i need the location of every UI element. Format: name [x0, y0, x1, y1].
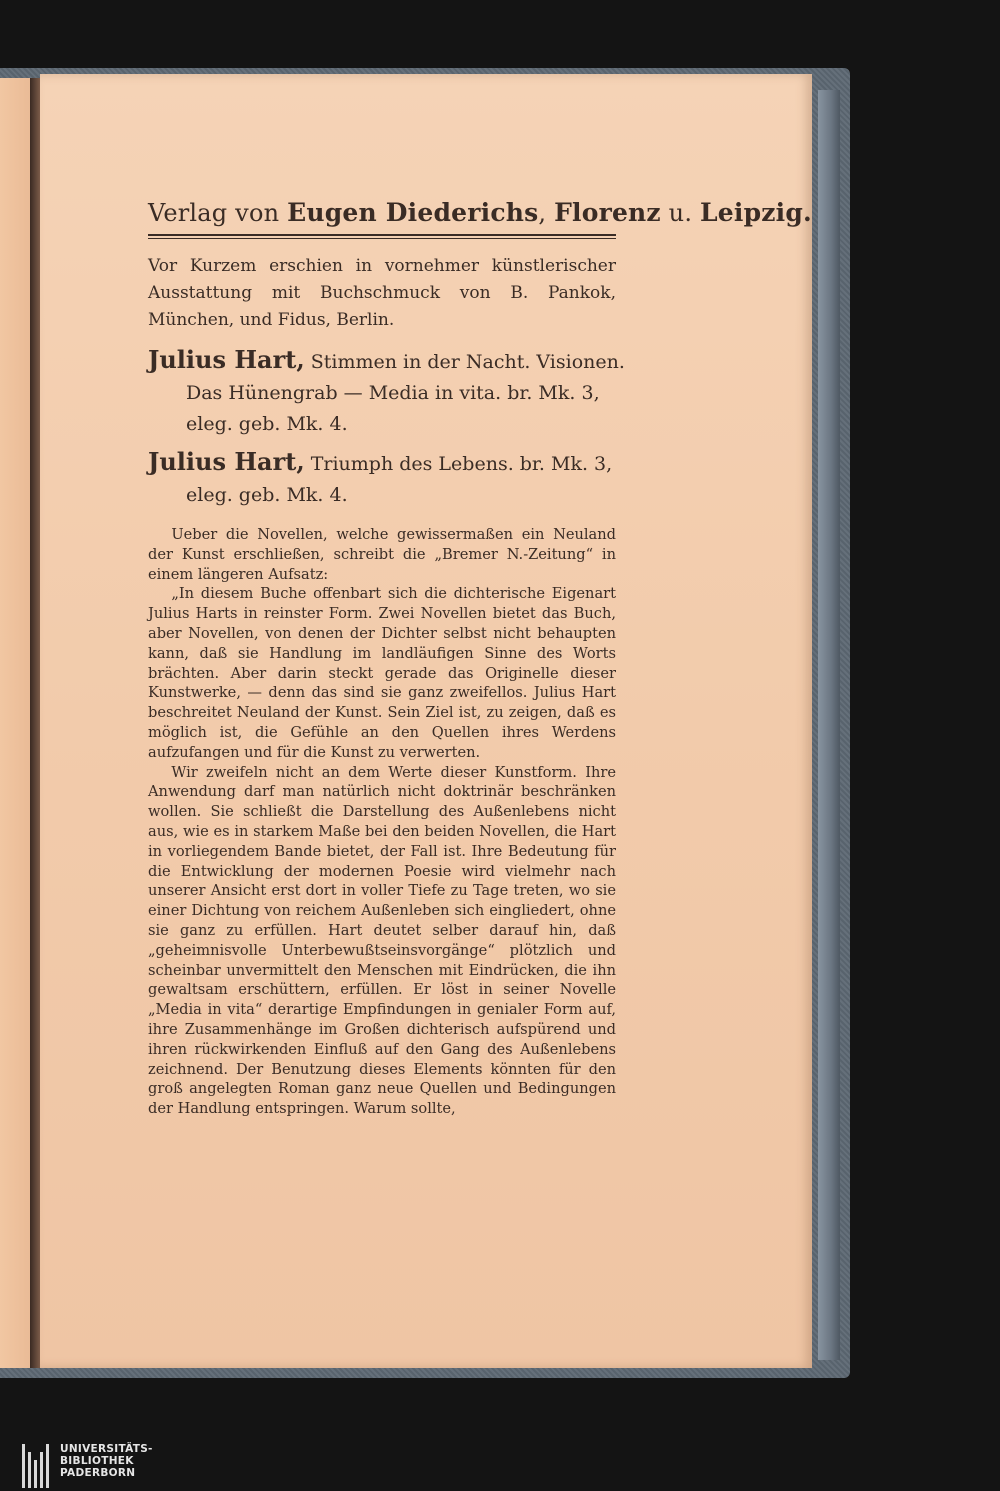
- library-name: [60, 1443, 153, 1479]
- heading-rule-thin: [148, 238, 616, 239]
- entry-author: Julius Hart,: [148, 345, 305, 374]
- book-entry-1: [148, 344, 625, 440]
- publisher-heading: [148, 196, 812, 230]
- review-text: [148, 525, 616, 1119]
- publisher-conjunction: u.: [660, 199, 700, 227]
- library-name-line-3: PADERBORN: [60, 1467, 136, 1479]
- library-footer: [0, 1440, 1000, 1491]
- entry-line-2: eleg. geb. Mk. 4.: [186, 484, 348, 506]
- library-name-line-1: UNIVERSITÄTS-: [60, 1443, 153, 1455]
- book-entry-2: [148, 446, 616, 511]
- page-content: [148, 196, 812, 1119]
- publisher-name: Eugen Diederichs: [287, 198, 539, 227]
- cover-edge: [818, 90, 840, 1360]
- review-paragraph-1: Ueber die Novellen, welche gewissermaßen ein Neuland der Kunst erschließen, schreibt die „Bremer N.-Zeitung“ in einem längeren Aufsatz:: [148, 526, 616, 583]
- entry-title: Stimmen in der Nacht. Visionen.: [304, 351, 625, 373]
- library-logo-icon: [22, 1444, 50, 1488]
- facing-page-edge: [0, 78, 34, 1368]
- review-paragraph-2: „In diesem Buche offenbart sich die dichterische Eigenart Julius Harts in reinster Form. Zwei Novellen bietet das Buch, aber Novellen, von denen der Dichter selbst nicht behaupten kann, daß sie Handlung im landläufigen Sinne des Worts brächten. Aber darin steckt gerade das Originelle dieser Kunstwerke, — denn das sind sie ganz zweifellos. Julius Hart beschreitet Neuland der Kunst. Sein Ziel ist, zu zeigen, daß es möglich ist, die Gefühle an den Quellen ihres Werdens aufzufangen und für die Kunst zu verwerten.: [148, 585, 616, 761]
- entry-line-2: Das Hünengrab — Media in vita. br. Mk. 3,: [186, 382, 600, 404]
- intro-paragraph: Vor Kurzem erschien in vornehmer künstlerischer Ausstattung mit Buchschmuck von B. Pankok, München, und Fidus, Berlin.: [148, 256, 616, 330]
- library-name-line-2: BIBLIOTHEK: [60, 1455, 134, 1467]
- publisher-separator: ,: [538, 199, 555, 227]
- entry-title: Triumph des Lebens. br. Mk. 3,: [304, 453, 613, 475]
- entry-line-3: eleg. geb. Mk. 4.: [186, 413, 348, 435]
- heading-rule-thick: [148, 234, 616, 236]
- entry-author: Julius Hart,: [148, 447, 305, 476]
- review-paragraph-3: Wir zweifeln nicht an dem Werte dieser Kunstform. Ihre Anwendung darf man natürlich nicht doktrinär beschränken wollen. Sie schließt die Darstellung des Außenlebens nicht aus, wie es in starkem Maße bei den beiden Novellen, die Hart in vorliegendem Bande bietet, der Fall ist. Ihre Bedeutung für die Entwicklung der modernen Poesie wird vielmehr nach unserer Ansicht erst dort in voller Tiefe zu Tage treten, wo sie einer Dichtung von reichem Außenleben sich eingliedert, ohne sie ganz zu erfüllen. Hart deutet selber darauf hin, daß „geheimnisvolle Unterbewußtseinsvorgänge“ plötzlich und scheinbar unvermittelt den Menschen mit Eindrücken, die ihn gewaltsam erschüttern, erfüllen. Er löst in seiner Novelle „Media in vita“ derartige Empfindungen in genialer Form auf, ihre Zusammenhänge im Großen dichterisch aufspürend und ihren rückwirkenden Einfluß auf den Gang des Außenlebens zeichnend. Der Benutzung dieses Elements könnten für den groß angelegten Roman ganz neue Quellen und Bedingungen der Handlung entspringen. Warum sollte,: [148, 763, 616, 1118]
- publisher-prefix: Verlag von: [148, 199, 288, 227]
- publisher-city-1: Florenz: [554, 198, 661, 227]
- publisher-city-2: Leipzig.: [700, 198, 812, 227]
